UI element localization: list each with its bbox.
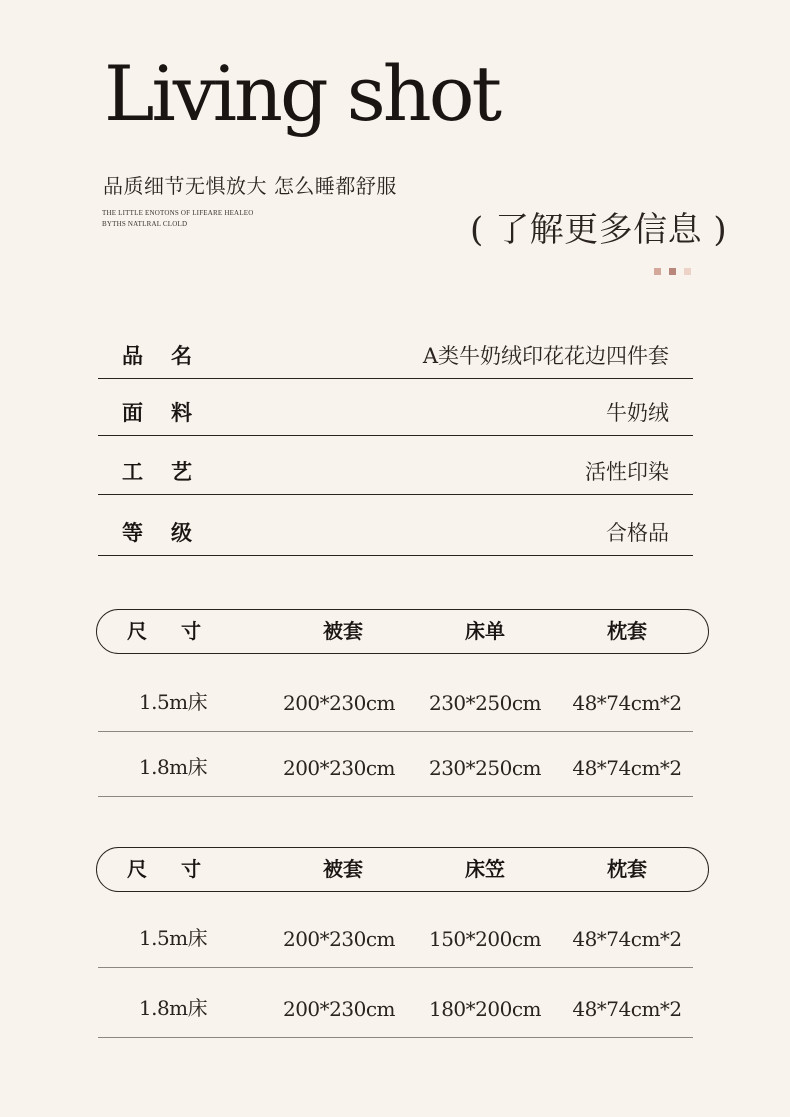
duvet-cell: 200*230cm [282,997,395,1021]
spec-value: 牛奶绒 [606,401,669,425]
tagline-line-1: THE LITTLE ENOTONS OF LIFEARE HEALEO [102,209,254,217]
spec-value: 活性印染 [585,460,669,484]
duvet-cell: 200*230cm [282,756,395,780]
table-row [98,732,693,797]
sheet-cell: 230*250cm [428,691,541,715]
fitted-sheet-cell: 150*200cm [428,927,541,951]
spec-label: 工 艺 [122,459,194,484]
table-row [98,968,693,1038]
pillowcase-cell: 48*74cm*2 [572,691,682,715]
spec-row-craft [98,436,693,495]
header-duvet-cover: 被套 [323,857,363,881]
header-bed-sheet: 床单 [465,619,505,643]
duvet-cell: 200*230cm [282,927,395,951]
header-pillowcase: 枕套 [607,857,647,881]
size-table-2-header [96,847,709,892]
tagline [102,208,254,230]
more-info-link[interactable]: ( 了解更多信息 ) [470,210,728,250]
header-fitted-sheet: 床笠 [465,857,505,881]
spec-value: A类牛奶绒印花花边四件套 [422,344,669,368]
spec-label: 品 名 [122,343,194,368]
tagline-line-2: BYTHS NATLRAL CLOLD [102,220,188,228]
page-title: Living shot [104,49,500,138]
spec-row-grade [98,495,693,556]
header-size: 尺 寸 [127,619,201,643]
header-size: 尺 寸 [127,857,201,881]
sheet-cell: 230*250cm [428,756,541,780]
spec-row-fabric [98,379,693,436]
pillowcase-cell: 48*74cm*2 [572,997,682,1021]
dot-icon [684,268,691,275]
pillowcase-cell: 48*74cm*2 [572,756,682,780]
decorative-dots [654,268,691,275]
spec-value: 合格品 [606,521,669,545]
size-cell: 1.5m床 [138,926,208,950]
subtitle: 品质细节无惧放大 怎么睡都舒服 [103,174,397,198]
pillowcase-cell: 48*74cm*2 [572,927,682,951]
fitted-sheet-cell: 180*200cm [428,997,541,1021]
dot-icon [654,268,661,275]
dot-icon [669,268,676,275]
duvet-cell: 200*230cm [282,691,395,715]
table-row [98,906,693,968]
header-pillowcase: 枕套 [607,619,647,643]
size-cell: 1.8m床 [138,996,208,1020]
header-duvet-cover: 被套 [323,619,363,643]
size-cell: 1.5m床 [138,690,208,714]
spec-label: 等 级 [122,520,194,545]
spec-label: 面 料 [122,400,194,425]
spec-row-product-name [98,330,693,379]
table-row [98,670,693,732]
size-cell: 1.8m床 [138,755,208,779]
size-table-1-header [96,609,709,654]
